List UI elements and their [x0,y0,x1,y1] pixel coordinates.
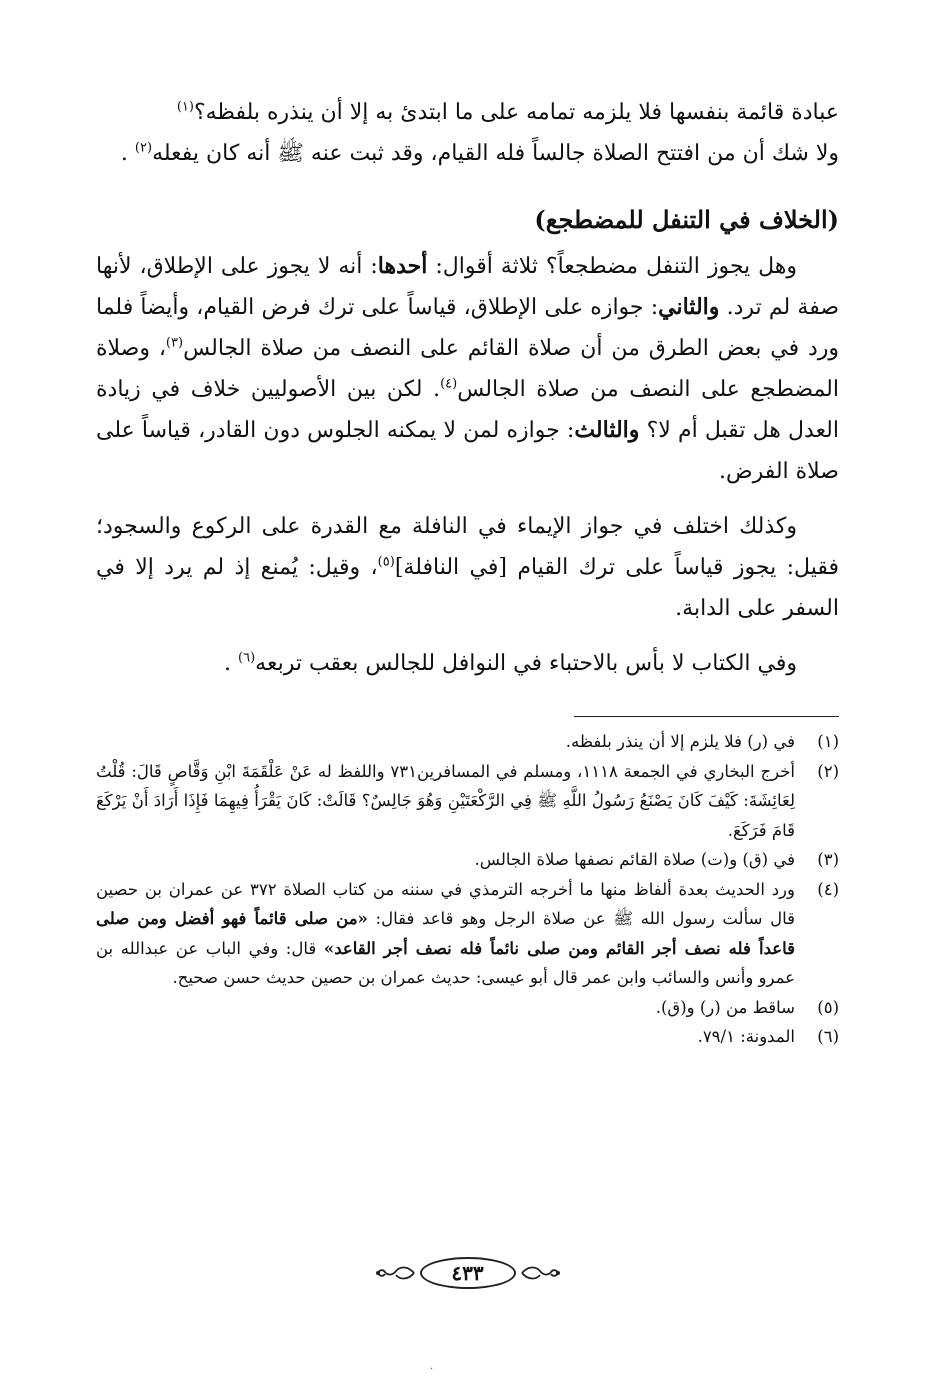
footnote-ref-4[interactable]: (٤) [440,376,458,392]
footnote-4-text-a: ورد الحديث بعدة ألفاظ منها ما أخرجه الترمذي في سننه من كتاب الصلاة ٣٧٢ عن عمران بن حصين قال سألت رسول الله ﷺ عن صلاة الرجل وهو قاعد فقال: [96,879,795,928]
paragraph-3-text-b: : أنه لا يجوز على الإطلاق، لأنها صفة لم ترد. [96,254,839,320]
footnote-3 [96,845,839,875]
paragraph-3-text-e: . لكن بين الأصوليين خلاف في زيادة العدل هل تقبل أم لا؟ [96,377,840,443]
paragraph-3-text-d: ، وصلاة المضطجع على النصف من صلاة الجالس [96,336,839,402]
footnote-text: في (ق) و(ت) صلاة القائم نصفها صلاة الجالس. [474,850,795,869]
paragraph-2-end: . [120,141,128,166]
hadith-quote: «من صلى قائماً فهو أفضل ومن صلى قاعداً فله نصف أجر القائم ومن صلى نائماً فله نصف أجر القاعد» [96,909,795,958]
footnote-text [96,875,795,993]
footnote-text: في (ر) فلا يلزم إلا أن ينذر بلفظه. [565,732,795,751]
main-text [96,92,839,684]
footnote-number: (١) [817,732,839,751]
footnote-separator [574,716,839,717]
second-opinion-label: والثاني [658,294,720,320]
paragraph-4-text-b: ، وقيل: يُمنع إذ لم يرد إلا في السفر على الدابة. [96,555,839,621]
paragraph-2-text: ولا شك أن من افتتح الصلاة جالساً فله القيام، وقد ثبت عنه ﷺ أنه كان يفعله [152,141,839,166]
footnote-text: المدونة: ٧٩/١. [697,1027,795,1046]
footnote-number: (٤) [817,879,839,899]
paragraph-5 [96,643,839,684]
page-number: ٤٣٣ [420,1257,516,1289]
paragraph-gap [96,629,839,643]
paragraph-5-end: . [224,651,232,676]
footnote-text: أخرج البخاري في الجمعة ١١١٨، ومسلم في المسافرين٧٣١ واللفظ له عَنْ عَلْقَمَةَ ابْنِ وَقَّاصٍ قَالَ: قُلْتُ لِعَائِشَةَ: كَيْفَ كَانَ يَصْنَعُ رَسُولُ اللَّهِ ﷺ فِي الرَّكْعَتَيْنِ وَهُوَ جَالِسٌ؟ قَالَتْ: كَانَ يَقْرَأُ فِيهِمَا فَإِذَا أَرَادَ أَنْ يَرْكَعَ قَامَ فَرَكَعَ. [96,761,795,840]
section-heading: (الخلاف في التنفل للمضطجع) [534,205,839,234]
footnote-number: (٢) [817,761,839,781]
footnote-ref-6[interactable]: (٦) [238,650,256,666]
footnote-number: (٥) [817,997,839,1017]
paragraph-3-text-f: : جوازه لمن لا يمكنه الجلوس دون القادر، قياساً على صلاة الفرض. [96,418,839,484]
paragraph-4 [96,506,839,629]
paragraph-gap [96,492,839,506]
footnotes [96,727,839,1052]
footnote-4-text-b: قال: وفي الباب عن عبدالله بن عمرو وأنس والسائب وابن عمر قال أبو عيسى: حديث عمران بن حصين حديث حسن صحيح. [96,938,795,987]
footnote-ref-2[interactable]: (٢) [134,140,153,156]
footnote-6 [96,1022,839,1052]
footnote-ref-5[interactable]: (٥) [377,554,395,570]
footnote-ref-3[interactable]: (٣) [165,335,184,351]
paragraph-3-text-a: وهل يجوز التنفل مضطجعاً؟ ثلاثة أقوال: [427,254,797,279]
footnote-ref-1[interactable]: (١) [176,99,194,115]
paragraph-5-text: وفي الكتاب لا بأس بالاحتباء في النوافل للجالس بعقب تربعه [255,651,797,676]
page-number-block [0,1257,935,1289]
third-opinion-label: والثالث [574,417,640,443]
footnote-2 [96,757,839,846]
footnote-number: (٦) [817,1027,839,1046]
paragraph-1 [96,92,839,133]
footnote-text: ساقط من (ر) و(ق). [655,997,795,1017]
footnote-5 [96,993,839,1023]
paragraph-3 [96,246,839,492]
paragraph-4-text-a: وكذلك اختلف في جواز الإيماء في النافلة مع القدرة على الركوع والسجود؛ فقيل: يجوز قياساً على ترك القيام [في النافلة] [96,514,839,580]
first-opinion-label: أحدها [377,253,428,279]
footnote-1 [96,727,839,757]
stray-mark: · [430,1364,434,1375]
left-ornament-icon [374,1262,416,1284]
paragraph-1-text: عبادة قائمة بنفسها فلا يلزمه تمامه على ما ابتدئ به إلا أن ينذره بلفظه؟ [193,100,839,125]
right-ornament-icon [520,1262,562,1284]
footnote-number: (٣) [817,850,839,869]
paragraph-3-text-c: : جوازه على الإطلاق، قياساً على ترك فرض القيام، وأيضاً فلما ورد في بعض الطرق من أن صلاة القائم على النصف من صلاة الجالس [96,295,839,361]
footnote-4 [96,875,839,993]
paragraph-2 [96,133,839,174]
